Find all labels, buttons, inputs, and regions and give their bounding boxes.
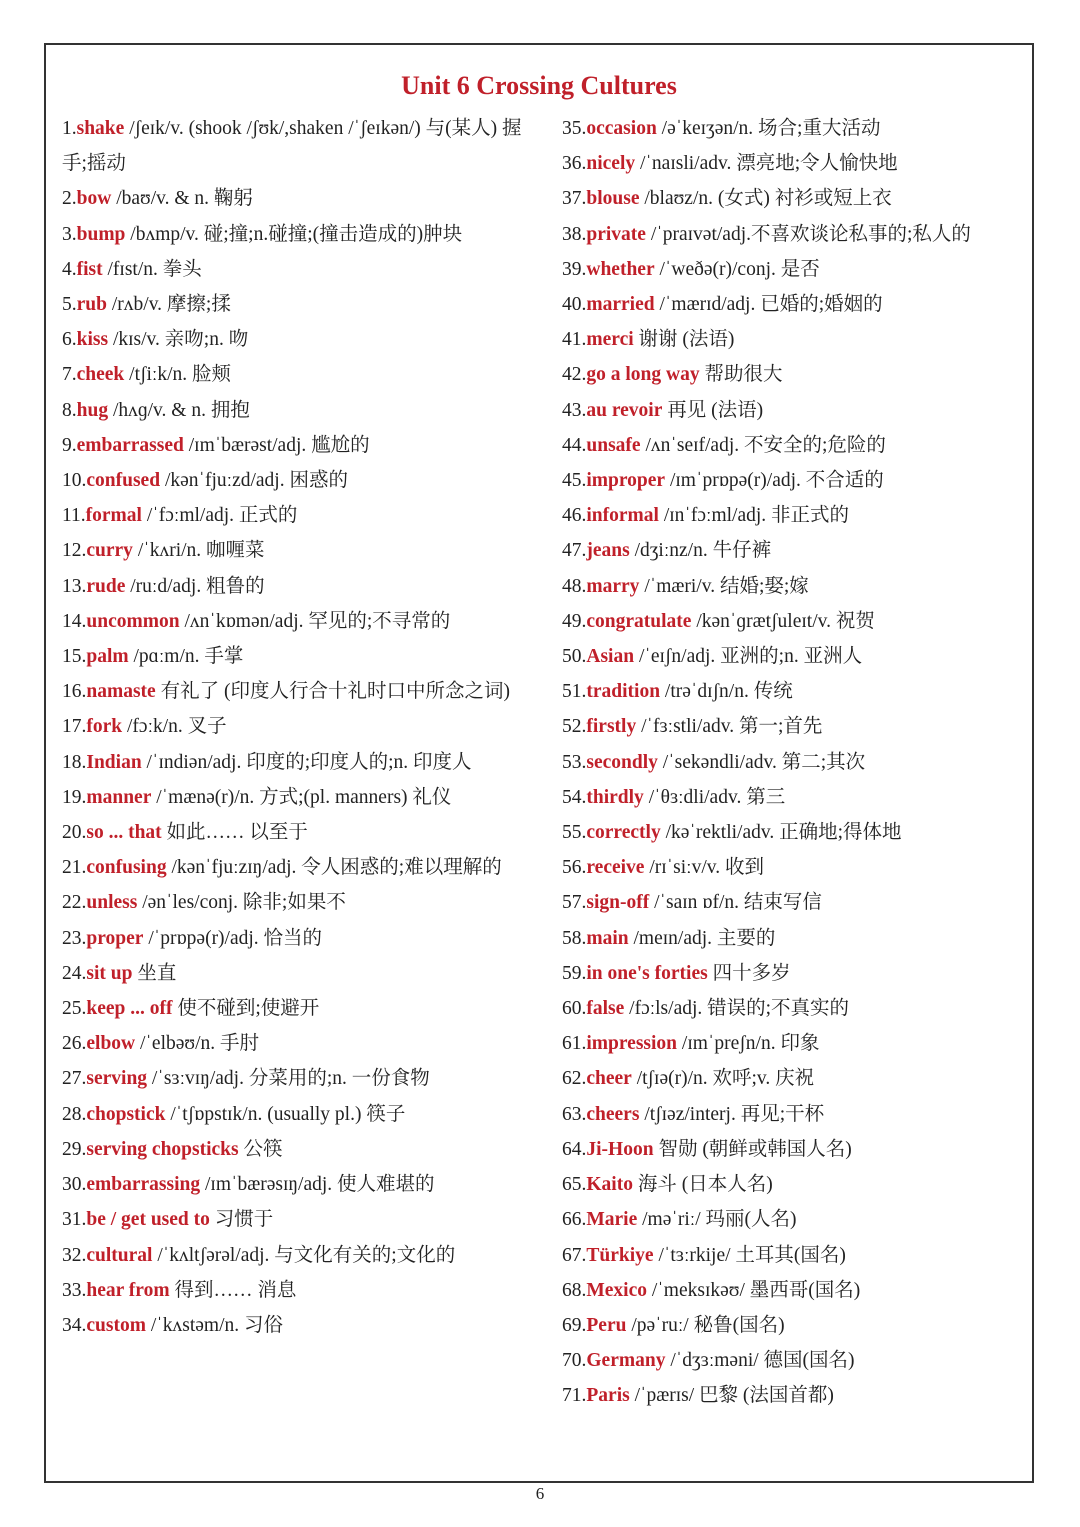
entry-word: private [586, 223, 646, 245]
entry-word: Türkiye [586, 1244, 654, 1266]
entry-number: 25. [62, 998, 87, 1020]
vocab-entry [562, 956, 1028, 991]
entry-word: sit up [86, 962, 133, 984]
entry-number: 68. [562, 1279, 587, 1301]
entry-number: 9. [62, 434, 77, 456]
entry-number: 20. [62, 822, 87, 844]
entry-word: bump [76, 223, 126, 245]
vocab-entry [62, 1026, 532, 1061]
entry-word: be / get used to [86, 1209, 210, 1231]
vocab-entry [62, 850, 532, 885]
vocab-entry [62, 956, 532, 991]
entry-number: 43. [562, 399, 587, 421]
entry-word: Paris [586, 1385, 630, 1407]
vocab-entry [62, 1132, 532, 1167]
entry-definition: /blaʊz/n. (女式) 衬衫或短上衣 [639, 188, 892, 210]
entry-number: 1. [62, 118, 77, 139]
page-title: Unit 6 Crossing Cultures [401, 71, 677, 100]
entry-number: 28. [62, 1103, 87, 1125]
vocab-entry [62, 252, 532, 287]
entry-definition: 如此…… 以至于 [161, 822, 308, 844]
vocab-entry [62, 604, 532, 639]
vocab-entry [562, 991, 1028, 1026]
vocab-entry [562, 1167, 1028, 1202]
entry-number: 62. [562, 1068, 587, 1090]
entry-number: 71. [562, 1385, 587, 1407]
entry-word: Ji-Hoon [586, 1138, 654, 1160]
entry-number: 70. [562, 1350, 587, 1372]
entry-definition: /ɪmˈbærəst/adj. 尴尬的 [183, 434, 370, 456]
vocab-entry [562, 287, 1028, 322]
entry-definition: /ˈsɜːvɪŋ/adj. 分菜用的;n. 一份食物 [147, 1068, 430, 1090]
entry-number: 50. [562, 646, 587, 668]
entry-definition: /ˈpraɪvət/adj.不喜欢谈论私事的;私人的 [645, 223, 971, 245]
entry-definition: /ˈweðə(r)/conj. 是否 [654, 258, 820, 280]
vocab-entry [562, 1378, 1028, 1413]
entry-word: manner [86, 786, 152, 808]
vocab-entry [62, 1097, 532, 1132]
entry-definition: 习惯于 [209, 1209, 274, 1231]
entry-number: 52. [562, 716, 587, 738]
entry-number: 41. [562, 329, 587, 351]
entry-word: confused [86, 470, 161, 492]
entry-number: 60. [562, 998, 587, 1020]
entry-number: 54. [562, 786, 587, 808]
entry-number: 31. [62, 1209, 87, 1231]
entry-number: 61. [562, 1033, 587, 1055]
vocab-entry [62, 287, 532, 322]
entry-definition: 得到…… 消息 [169, 1279, 297, 1301]
entry-word: palm [86, 646, 129, 668]
entry-number: 45. [562, 470, 587, 492]
page-frame [44, 43, 1034, 1483]
entry-definition: /ˈkʌri/n. 咖喱菜 [132, 540, 265, 562]
vocab-entry [62, 1273, 532, 1308]
entry-definition: /ˈtʃɒpstɪk/n. (usually pl.) 筷子 [165, 1103, 406, 1125]
entry-word: shake [76, 118, 125, 139]
entry-number: 30. [62, 1174, 87, 1196]
entry-definition: 有礼了 (印度人行合十礼时口中所念之词) [155, 681, 510, 703]
entry-definition: 再见 (法语) [662, 399, 764, 421]
entry-definition: 帮助很大 [699, 364, 783, 386]
vocab-entry [62, 181, 532, 216]
entry-number: 38. [562, 223, 587, 245]
entry-word: custom [86, 1314, 146, 1336]
entry-number: 35. [562, 118, 587, 139]
entry-word: kiss [76, 329, 109, 351]
vocab-entry [562, 1026, 1028, 1061]
entry-definition: 使不碰到;使避开 [172, 998, 320, 1020]
entry-number: 6. [62, 329, 77, 351]
entry-word: secondly [586, 751, 658, 773]
entry-number: 2. [62, 188, 77, 210]
entry-number: 65. [562, 1174, 587, 1196]
entry-word: curry [86, 540, 133, 562]
entry-word: thirdly [586, 786, 644, 808]
vocab-entry [62, 639, 532, 674]
vocab-entry [562, 111, 1028, 146]
entry-word: receive [586, 857, 645, 879]
entry-definition: /məˈriː/ 玛丽(人名) [637, 1209, 797, 1231]
entry-definition: /ˈsaɪn ɒf/n. 结束写信 [649, 892, 822, 914]
entry-number: 21. [62, 857, 87, 879]
entry-definition: /ˈnaɪsli/adv. 漂亮地;令人愉快地 [635, 153, 898, 175]
entry-definition: /fɔːk/n. 叉子 [122, 716, 227, 738]
entry-definition: /tʃɪə(r)/n. 欢呼;v. 庆祝 [631, 1068, 815, 1090]
entry-definition: /ˈfɜːstli/adv. 第一;首先 [636, 716, 823, 738]
vocab-entry [62, 674, 532, 709]
entry-word: in one's forties [586, 962, 708, 984]
entry-number: 47. [562, 540, 587, 562]
vocab-entry [62, 533, 532, 568]
entry-definition: /ˈkʌltʃərəl/adj. 与文化有关的;文化的 [152, 1244, 456, 1266]
vocab-entry [62, 991, 532, 1026]
entry-definition: /ˈθɜːdli/adv. 第三 [643, 786, 786, 808]
entry-number: 22. [62, 892, 87, 914]
entry-definition: /ɪnˈfɔːml/adj. 非正式的 [658, 505, 850, 527]
vocab-entry [562, 1202, 1028, 1237]
entry-definition: /ˈsekəndli/adv. 第二;其次 [657, 751, 866, 773]
entry-number: 40. [562, 294, 587, 316]
entry-number: 58. [562, 927, 587, 949]
vocab-entry [562, 815, 1028, 850]
entry-word: blouse [586, 188, 640, 210]
entry-definition: /meɪn/adj. 主要的 [628, 927, 776, 949]
entry-word: fork [86, 716, 123, 738]
entry-definition: /kənˈɡrætʃuleɪt/v. 祝贺 [691, 610, 875, 632]
entry-word: confusing [86, 857, 167, 879]
vocab-entry [62, 1238, 532, 1273]
entry-definition: /ˈeɪʃn/adj. 亚洲的;n. 亚洲人 [634, 646, 863, 668]
entry-number: 37. [562, 188, 587, 210]
vocab-entry [62, 780, 532, 815]
entry-word: keep ... off [86, 998, 173, 1020]
entry-word: false [586, 998, 625, 1020]
entry-definition: /ˈmeksɪkəʊ/ 墨西哥(国名) [647, 1279, 861, 1301]
vocab-entry [62, 357, 532, 392]
entry-word: merci [586, 329, 634, 351]
vocab-entry [62, 393, 532, 428]
entry-number: 7. [62, 364, 77, 386]
entry-definition: 四十多岁 [707, 962, 791, 984]
vocab-entry [62, 921, 532, 956]
entry-word: unsafe [586, 434, 641, 456]
entry-number: 49. [562, 610, 587, 632]
entry-word: serving chopsticks [86, 1138, 239, 1160]
entry-word: impression [586, 1033, 678, 1055]
entry-word: cheek [76, 364, 125, 386]
entry-word: serving [86, 1068, 148, 1090]
entry-definition: /pɑːm/n. 手掌 [128, 646, 244, 668]
entry-number: 15. [62, 646, 87, 668]
entry-number: 32. [62, 1244, 87, 1266]
entry-number: 11. [62, 505, 86, 527]
entry-number: 16. [62, 681, 87, 703]
entry-word: cultural [86, 1244, 153, 1266]
entry-definition: /ʌnˈseɪf/adj. 不安全的;危险的 [640, 434, 886, 456]
vocab-entry [562, 322, 1028, 357]
vocab-entry [562, 252, 1028, 287]
vocab-entry [562, 463, 1028, 498]
entry-number: 14. [62, 610, 87, 632]
entry-definition: /rɪˈsiːv/v. 收到 [644, 857, 764, 879]
vocab-entry [62, 111, 532, 181]
entry-definition: /ˈɪndiən/adj. 印度的;印度人的;n. 印度人 [141, 751, 472, 773]
entry-definition: 谢谢 (法语) [633, 329, 735, 351]
vocab-entry [562, 604, 1028, 639]
vocab-entry [562, 674, 1028, 709]
entry-number: 46. [562, 505, 587, 527]
entry-definition: /baʊ/v. & n. 鞠躬 [111, 188, 253, 210]
entry-definition: /ʃeɪk/v. (shook /ʃʊk/,shaken /ˈʃeɪkən/) 与(某人) 握手;摇动 [62, 118, 522, 175]
entry-definition: 海斗 (日本人名) [632, 1174, 773, 1196]
entry-word: au revoir [586, 399, 663, 421]
entry-number: 10. [62, 470, 87, 492]
entry-word: Asian [586, 646, 635, 668]
entry-word: correctly [586, 822, 661, 844]
entry-definition: /ˈpærɪs/ 巴黎 (法国首都) [629, 1385, 834, 1407]
entry-definition: /pəˈruː/ 秘鲁(国名) [626, 1314, 785, 1336]
vocab-entry [562, 498, 1028, 533]
entry-word: unless [86, 892, 138, 914]
vocab-entry [562, 1273, 1028, 1308]
entry-word: cheers [586, 1103, 640, 1125]
entry-word: informal [586, 505, 659, 527]
entry-word: tradition [586, 681, 661, 703]
entry-word: Indian [86, 751, 142, 773]
entry-definition: 坐直 [132, 962, 177, 984]
entry-definition: /tʃiːk/n. 脸颊 [124, 364, 231, 386]
entry-word: chopstick [86, 1103, 166, 1125]
entry-definition: /ʌnˈkɒmən/adj. 罕见的;不寻常的 [179, 610, 451, 632]
entry-number: 66. [562, 1209, 587, 1231]
vocab-entry [62, 1308, 532, 1343]
entry-number: 23. [62, 927, 87, 949]
entry-number: 4. [62, 258, 77, 280]
vocab-entry [62, 709, 532, 744]
entry-number: 29. [62, 1138, 87, 1160]
entry-definition: /kənˈfjuːzd/adj. 困惑的 [160, 470, 348, 492]
vocab-entry [562, 745, 1028, 780]
vocab-entry [562, 639, 1028, 674]
vocab-entry [562, 709, 1028, 744]
entry-number: 26. [62, 1033, 87, 1055]
entry-definition: /bʌmp/v. 碰;撞;n.碰撞;(撞击造成的)肿块 [125, 223, 463, 245]
entry-word: married [586, 294, 655, 316]
vocab-entry [562, 1308, 1028, 1343]
entry-definition: /trəˈdɪʃn/n. 传统 [660, 681, 793, 703]
entry-definition: /hʌɡ/v. & n. 拥抱 [108, 399, 250, 421]
entry-word: rude [86, 575, 126, 597]
entry-definition: /ənˈles/conj. 除非;如果不 [137, 892, 346, 914]
entry-number: 24. [62, 962, 87, 984]
vocab-entry [62, 322, 532, 357]
vocab-column-left [62, 111, 532, 1343]
vocab-entry [562, 1132, 1028, 1167]
entry-number: 8. [62, 399, 77, 421]
vocab-entry [562, 533, 1028, 568]
entry-definition: /ˈelbəʊ/n. 手肘 [135, 1033, 260, 1055]
entry-word: formal [85, 505, 142, 527]
vocab-entry [562, 146, 1028, 181]
vocab-entry [562, 428, 1028, 463]
entry-number: 57. [562, 892, 587, 914]
entry-number: 55. [562, 822, 587, 844]
entry-word: hug [76, 399, 109, 421]
vocab-entry [62, 1061, 532, 1096]
vocab-entry [62, 1167, 532, 1202]
entry-word: whether [586, 258, 655, 280]
entry-word: Peru [586, 1314, 627, 1336]
entry-number: 36. [562, 153, 587, 175]
vocab-column-right [562, 111, 1028, 1414]
entry-number: 53. [562, 751, 587, 773]
vocab-entry [62, 885, 532, 920]
entry-number: 67. [562, 1244, 587, 1266]
vocab-entry [562, 850, 1028, 885]
entry-number: 63. [562, 1103, 587, 1125]
vocab-entry [562, 780, 1028, 815]
entry-word: proper [86, 927, 144, 949]
entry-word: cheer [586, 1068, 632, 1090]
entry-word: sign-off [586, 892, 650, 914]
entry-number: 59. [562, 962, 587, 984]
entry-number: 3. [62, 223, 77, 245]
entry-definition: /ɪmˈbærəsɪŋ/adj. 使人难堪的 [200, 1174, 435, 1196]
entry-word: occasion [586, 118, 657, 139]
entry-number: 69. [562, 1314, 587, 1336]
vocab-entry [562, 1343, 1028, 1378]
entry-word: bow [76, 188, 112, 210]
entry-number: 13. [62, 575, 87, 597]
vocab-entry [62, 1202, 532, 1237]
entry-word: marry [586, 575, 640, 597]
vocab-entry [62, 428, 532, 463]
vocab-entry [562, 217, 1028, 252]
entry-word: Germany [586, 1350, 666, 1372]
entry-word: main [586, 927, 629, 949]
vocab-entry [562, 357, 1028, 392]
entry-definition: /rʌb/v. 摩擦;揉 [106, 294, 231, 316]
entry-number: 51. [562, 681, 587, 703]
entry-word: firstly [586, 716, 637, 738]
vocab-entry [562, 569, 1028, 604]
entry-number: 27. [62, 1068, 87, 1090]
page-number: 6 [535, 1484, 545, 1503]
entry-word: rub [76, 294, 107, 316]
entry-word: embarrassed [76, 434, 184, 456]
entry-number: 44. [562, 434, 587, 456]
vocab-entry [562, 1061, 1028, 1096]
entry-definition: /kənˈfjuːzɪŋ/adj. 令人困惑的;难以理解的 [166, 857, 502, 879]
vocab-entry [562, 181, 1028, 216]
entry-definition: /ˈprɒpə(r)/adj. 恰当的 [143, 927, 323, 949]
entry-definition: /əˈkeɪʒən/n. 场合;重大活动 [656, 118, 881, 139]
entry-word: congratulate [586, 610, 692, 632]
entry-word: elbow [86, 1033, 136, 1055]
vocab-entry [562, 1097, 1028, 1132]
vocab-entry [62, 745, 532, 780]
entry-number: 34. [62, 1314, 87, 1336]
entry-word: so ... that [86, 822, 162, 844]
entry-word: go a long way [586, 364, 700, 386]
entry-number: 42. [562, 364, 587, 386]
vocab-entry [562, 921, 1028, 956]
entry-definition: /kəˈrektli/adv. 正确地;得体地 [660, 822, 902, 844]
entry-definition: /ɪmˈprɒpə(r)/adj. 不合适的 [665, 470, 884, 492]
entry-definition: /tʃɪəz/interj. 再见;干杯 [639, 1103, 825, 1125]
entry-definition: 公筷 [238, 1138, 283, 1160]
entry-definition: /ˈkʌstəm/n. 习俗 [145, 1314, 283, 1336]
entry-definition: /fɔːls/adj. 错误的;不真实的 [624, 998, 850, 1020]
entry-number: 17. [62, 716, 87, 738]
entry-definition: /ˈmæri/v. 结婚;娶;嫁 [639, 575, 809, 597]
entry-word: jeans [586, 540, 630, 562]
entry-number: 12. [62, 540, 87, 562]
entry-number: 33. [62, 1279, 87, 1301]
entry-number: 64. [562, 1138, 587, 1160]
entry-number: 19. [62, 786, 87, 808]
entry-word: nicely [586, 153, 636, 175]
entry-definition: 智勋 (朝鲜或韩国人名) [653, 1138, 852, 1160]
entry-word: uncommon [86, 610, 180, 632]
vocab-entry [562, 1238, 1028, 1273]
entry-word: embarrassing [86, 1174, 201, 1196]
entry-word: fist [76, 258, 103, 280]
entry-definition: /ruːd/adj. 粗鲁的 [125, 575, 265, 597]
vocab-entry [62, 569, 532, 604]
vocab-entry [62, 217, 532, 252]
entry-definition: /dʒiːnz/n. 牛仔裤 [629, 540, 772, 562]
entry-definition: /fɪst/n. 拳头 [102, 258, 202, 280]
entry-number: 48. [562, 575, 587, 597]
vocab-entry [62, 498, 532, 533]
entry-word: namaste [86, 681, 156, 703]
entry-number: 39. [562, 258, 587, 280]
entry-word: hear from [86, 1279, 170, 1301]
entry-definition: /ˈdʒɜːməni/ 德国(国名) [665, 1350, 855, 1372]
entry-definition: /ˈmærɪd/adj. 已婚的;婚姻的 [654, 294, 883, 316]
vocab-entry [62, 463, 532, 498]
entry-definition: /ɪmˈpreʃn/n. 印象 [677, 1033, 820, 1055]
entry-definition: /ˈmænə(r)/n. 方式;(pl. manners) 礼仪 [151, 786, 452, 808]
vocab-entry [62, 815, 532, 850]
entry-number: 18. [62, 751, 87, 773]
entry-word: Kaito [586, 1174, 633, 1196]
entry-definition: /ˈtɜːrkije/ 土耳其(国名) [653, 1244, 846, 1266]
entry-number: 56. [562, 857, 587, 879]
vocab-entry [562, 393, 1028, 428]
entry-definition: /ˈfɔːml/adj. 正式的 [141, 505, 298, 527]
entry-word: Mexico [586, 1279, 648, 1301]
entry-word: improper [586, 470, 666, 492]
vocab-entry [562, 885, 1028, 920]
entry-word: Marie [586, 1209, 638, 1231]
entry-number: 5. [62, 294, 77, 316]
entry-definition: /kɪs/v. 亲吻;n. 吻 [108, 329, 249, 351]
